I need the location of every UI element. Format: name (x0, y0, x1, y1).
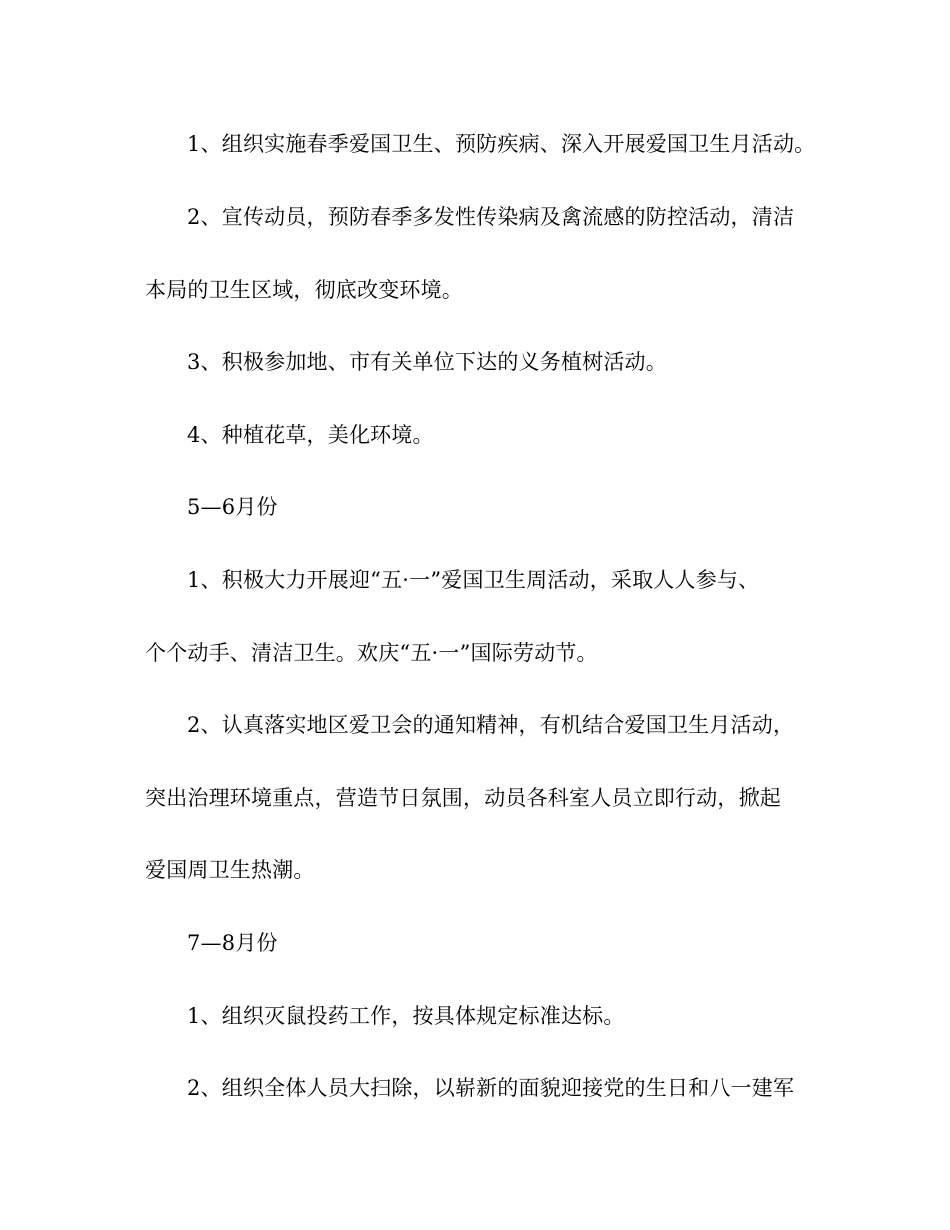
paragraph-line: 1、组织实施春季爱国卫生、预防疾病、深入开展爱国卫生月活动。 (187, 132, 816, 156)
paragraph-line: 爱国周卫生热潮。 (145, 858, 315, 882)
paragraph-line: 突出治理环境重点，营造节日氛围，动员各科室人员立即行动，掀起 (145, 786, 781, 810)
paragraph-line: 2、宣传动员，预防春季多发性传染病及禽流感的防控活动，清洁 (187, 205, 795, 229)
paragraph-line: 2、组织全体人员大扫除，以崭新的面貌迎接党的生日和八一建军 (187, 1076, 795, 1100)
paragraph-line: 1、积极大力开展迎“五·一”爱国卫生周活动，采取人人参与、 (187, 568, 760, 592)
paragraph-line: 1、组织灭鼠投药工作，按具体规定标准达标。 (187, 1004, 625, 1028)
paragraph-line: 3、积极参加地、市有关单位下达的义务植树活动。 (187, 350, 667, 374)
paragraph-line: 4、种植花草，美化环境。 (187, 423, 434, 447)
paragraph-line: 2、认真落实地区爱卫会的通知精神，有机结合爱国卫生月活动， (187, 713, 795, 737)
section-heading: 7—8月份 (187, 931, 278, 955)
section-heading: 5—6月份 (187, 495, 278, 519)
paragraph-line: 个个动手、清洁卫生。欢庆“五·一”国际劳动节。 (145, 641, 598, 665)
paragraph-line: 本局的卫生区域，彻底改变环境。 (145, 278, 463, 302)
